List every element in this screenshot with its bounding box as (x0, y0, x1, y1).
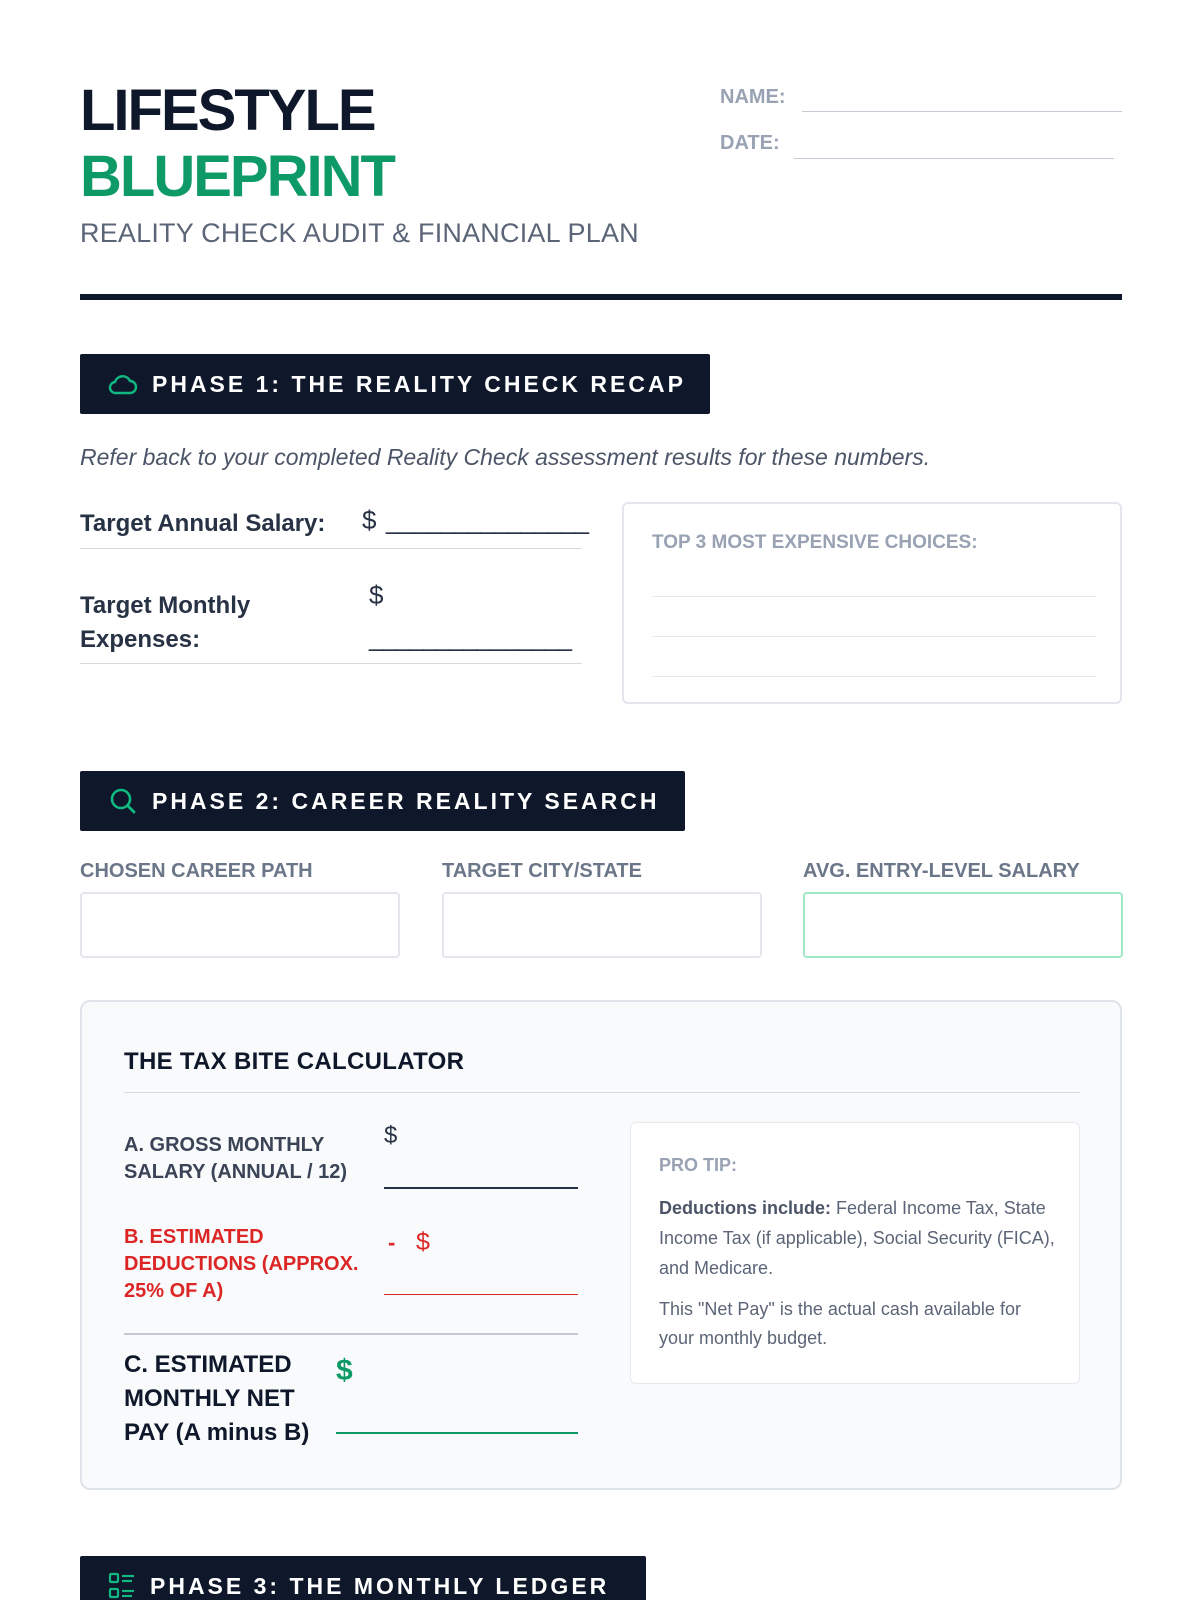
net-pay-label-line-2: MONTHLY NET (124, 1385, 295, 1412)
search-icon (108, 786, 138, 816)
tax-calculator-title: THE TAX BITE CALCULATOR (124, 1048, 465, 1075)
deductions-input-line[interactable] (384, 1294, 578, 1295)
expenses-dollar: $ (369, 580, 384, 610)
deductions-dollar: $ (416, 1228, 430, 1256)
expenses-label-line-2: Expenses: (80, 626, 201, 653)
phase2-title: PHASE 2: CAREER REALITY SEARCH (152, 787, 660, 814)
salary-label: Target Annual Salary: (80, 510, 326, 537)
subtitle: REALITY CHECK AUDIT & FINANCIAL PLAN (80, 218, 639, 248)
date-label: DATE: (720, 132, 780, 154)
gross-dollar: $ (384, 1122, 398, 1149)
career-path-input[interactable] (80, 892, 400, 958)
pro-tip-bold: Deductions include: (659, 1198, 832, 1218)
career-path-label: CHOSEN CAREER PATH (80, 860, 313, 882)
deductions-minus: - (388, 1230, 396, 1255)
expensive-choices-title: TOP 3 MOST EXPENSIVE CHOICES: (652, 532, 978, 553)
phase1-title: PHASE 1: THE REALITY CHECK RECAP (152, 370, 686, 397)
phase1-note: Refer back to your completed Reality Check assessment results for these numbers. (80, 444, 931, 470)
salary-dollar: $ (362, 505, 377, 535)
phase1-banner (80, 354, 710, 414)
name-field-line[interactable] (802, 111, 1122, 112)
pro-tip-rest: Federal Income Tax, State Income Tax (if applicable), Social Security (FICA), and Medicare. (659, 1198, 1055, 1278)
gross-label-line-1: A. GROSS MONTHLY (124, 1134, 325, 1156)
salary-input[interactable]: _______________ (386, 505, 588, 535)
title-line-1: LIFESTYLE (80, 78, 375, 143)
pro-tip-box (630, 1122, 1080, 1384)
gross-label-line-2: SALARY (ANNUAL / 12) (124, 1161, 347, 1183)
pro-tip-text-2: This "Net Pay" is the actual cash available for your monthly budget. (659, 1299, 1021, 1348)
header-rule (80, 294, 1122, 300)
pro-tip-title: PRO TIP: (659, 1155, 738, 1175)
entry-salary-input[interactable] (803, 892, 1123, 958)
pro-tip-text-1 (659, 1193, 1059, 1283)
target-city-input[interactable] (442, 892, 762, 958)
expensive-choices-box (622, 502, 1122, 704)
target-city-label: TARGET CITY/STATE (442, 860, 642, 882)
tax-calculator-card (80, 1000, 1122, 1490)
list-icon (108, 1571, 136, 1600)
net-pay-label-line-1: C. ESTIMATED (124, 1351, 292, 1378)
expenses-label-line-1: Target Monthly (80, 592, 251, 619)
calc-total-rule (124, 1333, 578, 1335)
entry-salary-label: AVG. ENTRY-LEVEL SALARY (803, 860, 1080, 882)
phase2-banner (80, 771, 685, 831)
deductions-label-line-2: DEDUCTIONS (APPROX. (124, 1253, 359, 1275)
deductions-label-line-1: B. ESTIMATED (124, 1226, 264, 1248)
phase3-title: PHASE 3: THE MONTHLY LEDGER (150, 1572, 610, 1599)
expenses-input[interactable]: _______________ (369, 622, 571, 652)
choice-line-2[interactable] (652, 636, 1096, 637)
deductions-label-line-3: 25% OF A) (124, 1280, 224, 1302)
tax-title-rule (124, 1092, 1080, 1093)
cloud-icon (108, 373, 138, 395)
title-line-2: BLUEPRINT (80, 144, 394, 209)
salary-divider (80, 548, 582, 549)
phase3-banner (80, 1556, 646, 1600)
choice-line-1[interactable] (652, 596, 1096, 597)
name-label: NAME: (720, 86, 786, 108)
expenses-divider (80, 663, 582, 664)
gross-input-line[interactable] (384, 1187, 578, 1189)
net-pay-input-line[interactable] (336, 1432, 578, 1434)
net-pay-dollar: $ (336, 1354, 353, 1387)
choice-line-3[interactable] (652, 676, 1096, 677)
net-pay-label-line-3: PAY (A minus B) (124, 1419, 310, 1446)
date-field-line[interactable] (794, 158, 1114, 159)
